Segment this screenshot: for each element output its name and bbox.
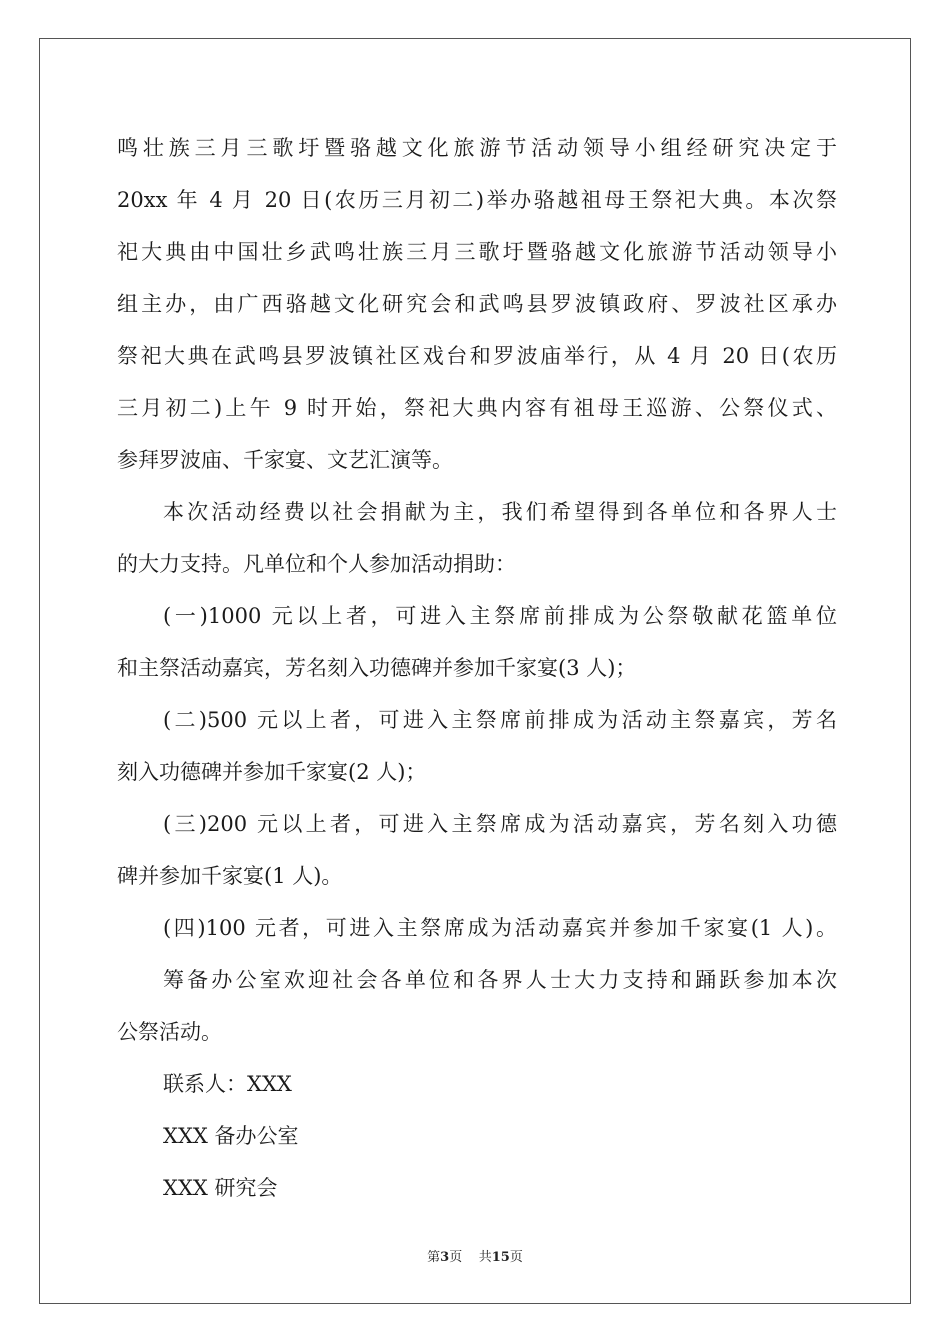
text-line: 祀大典由中国壮乡武鸣壮族三月三歌圩暨骆越文化旅游节活动领导小 [117, 240, 837, 264]
total-prefix: 共 [478, 1250, 492, 1265]
current-page-number: 3 [440, 1250, 450, 1265]
text-line: 本次活动经费以社会捐献为主，我们希望得到各单位和各界人士 [163, 500, 837, 524]
text-line: (一)1000 元以上者，可进入主祭席前排成为公祭敬献花篮单位 [163, 604, 837, 628]
text-line: 参拜罗波庙、千家宴、文艺汇演等。 [117, 448, 453, 472]
page-unit: 页 [449, 1250, 463, 1265]
text-line: 刻入功德碑并参加千家宴(2 人)； [117, 760, 427, 784]
text-line: (二)500 元以上者，可进入主祭席前排成为活动主祭嘉宾，芳名 [163, 708, 837, 732]
organizer-office: XXX 备办公室 [163, 1124, 299, 1148]
text-line: 三月初二)上午 9 时开始，祭祀大典内容有祖母王巡游、公祭仪式、 [117, 396, 837, 420]
text-line: 筹备办公室欢迎社会各单位和各界人士大力支持和踊跃参加本次 [163, 968, 837, 992]
organizer-society: XXX 研究会 [163, 1176, 278, 1200]
total-page-count: 15 [491, 1250, 510, 1265]
document-body [117, 122, 837, 1214]
page-prefix: 第 [427, 1250, 441, 1265]
text-line: 祭祀大典在武鸣县罗波镇社区戏台和罗波庙举行，从 4 月 20 日(农历 [117, 344, 837, 368]
text-line: 组主办，由广西骆越文化研究会和武鸣县罗波镇政府、罗波社区承办 [117, 292, 837, 316]
text-line: (四)100 元者，可进入主祭席成为活动嘉宾并参加千家宴(1 人)。 [163, 916, 837, 940]
text-line: 公祭活动。 [117, 1020, 222, 1044]
total-unit: 页 [509, 1250, 523, 1265]
text-line: 的大力支持。凡单位和个人参加活动捐助： [117, 552, 516, 576]
text-line: 20xx 年 4 月 20 日(农历三月初二)举办骆越祖母王祭祀大典。本次祭 [117, 188, 837, 212]
text-line: (三)200 元以上者，可进入主祭席成为活动嘉宾，芳名刻入功德 [163, 812, 837, 836]
text-line: 和主祭活动嘉宾，芳名刻入功德碑并参加千家宴(3 人)； [117, 656, 637, 680]
text-line: 碑并参加千家宴(1 人)。 [117, 864, 343, 888]
contact-person: 联系人：XXX [163, 1072, 292, 1096]
page-footer [0, 1246, 950, 1265]
text-line: 鸣壮族三月三歌圩暨骆越文化旅游节活动领导小组经研究决定于 [117, 136, 837, 160]
